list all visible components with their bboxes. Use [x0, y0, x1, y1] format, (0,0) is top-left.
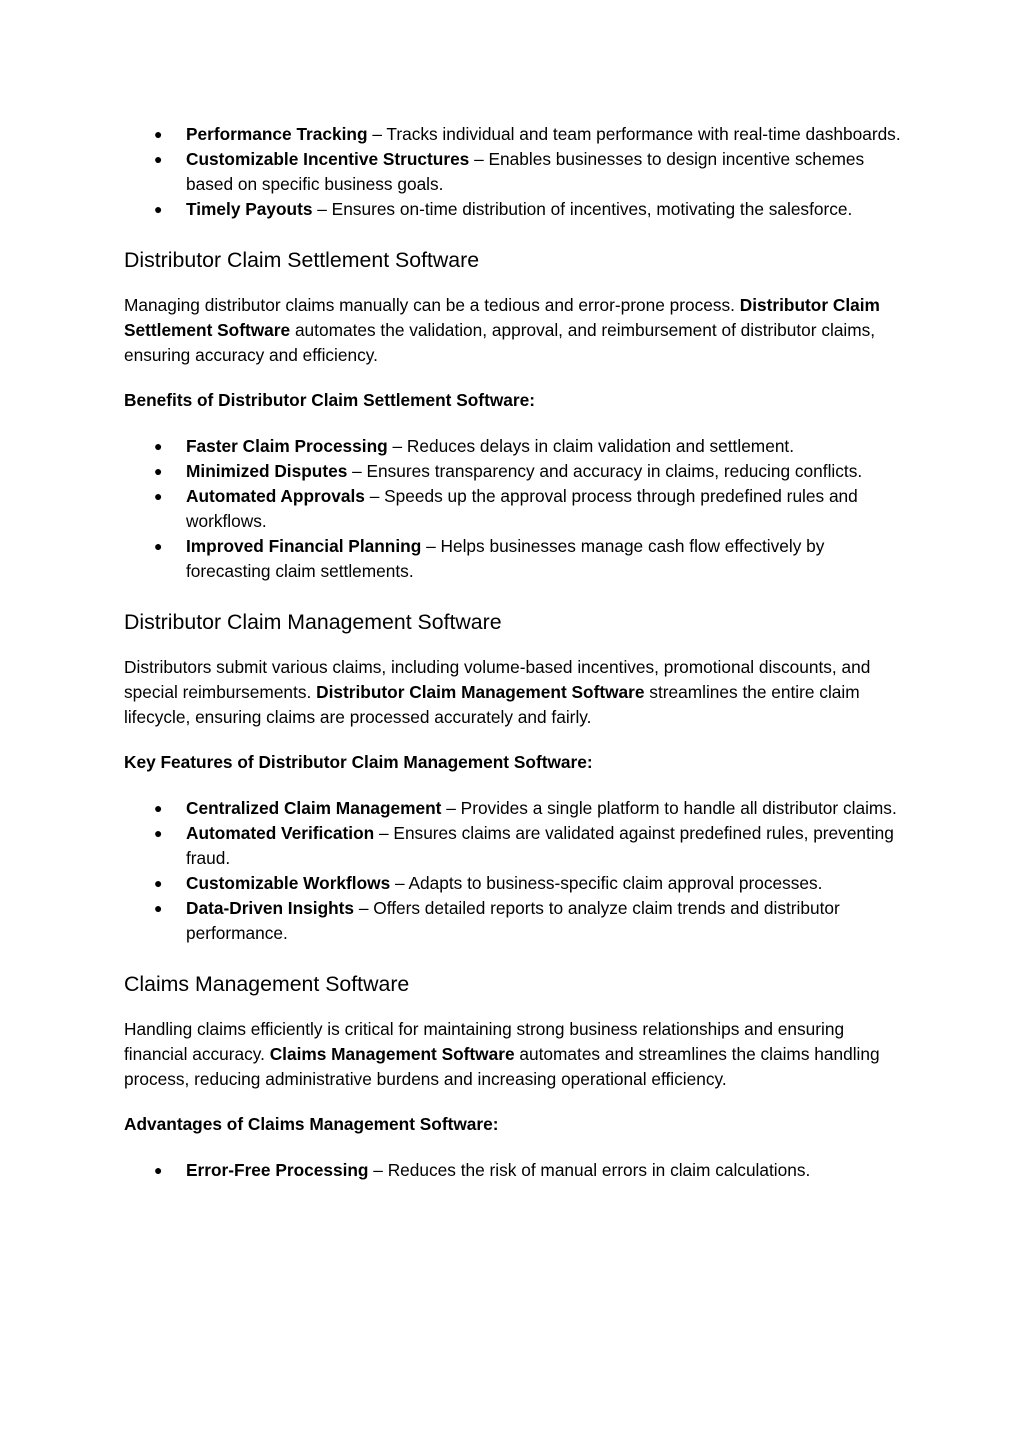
- bullet-icon: ●: [154, 463, 163, 479]
- list-item-text: – Speeds up the approval process through predefined rules and workflows.: [186, 486, 858, 531]
- list-item-text: – Enables businesses to design incentive schemes based on specific business goals.: [186, 149, 865, 194]
- section-paragraph: Managing distributor claims manually can be a tedious and error-prone process. Distributor Claim Settlement Software automates the validation, approval, and reimbursement of distributor claims, ensuring accuracy and efficiency.: [124, 295, 880, 365]
- bullet-icon: ●: [154, 488, 163, 504]
- list-item-text: – Helps businesses manage cash flow effectively by forecasting claim settlements.: [186, 536, 825, 581]
- list-item-text: – Ensures transparency and accuracy in claims, reducing conflicts.: [347, 461, 863, 481]
- section-heading: Distributor Claim Management Software: [124, 610, 502, 634]
- list-item-term: Centralized Claim Management: [186, 798, 442, 818]
- list-item-term: Automated Verification: [186, 823, 375, 843]
- section-heading: Claims Management Software: [124, 972, 410, 996]
- section-paragraph: Distributors submit various claims, including volume-based incentives, promotional discounts, and special reimbursements. Distributor Claim Management Software streamlines the entire claim lifecycle, ensuring claims are processed accurately and fairly.: [124, 657, 871, 727]
- bullet-icon: ●: [154, 1162, 163, 1178]
- list-item: [124, 459, 904, 484]
- list-item-text: – Reduces the risk of manual errors in claim calculations.: [368, 1160, 811, 1180]
- list-item: [124, 147, 904, 197]
- list-item-term: Minimized Disputes: [186, 461, 348, 481]
- list-item: [124, 796, 904, 821]
- section-subheading: Benefits of Distributor Claim Settlement Software:: [124, 390, 535, 410]
- list-item-term: Performance Tracking: [186, 124, 368, 144]
- bullet-icon: ●: [154, 126, 163, 142]
- benefits-list: [124, 434, 904, 584]
- list-item: [124, 434, 904, 459]
- list-item: [124, 197, 904, 222]
- top-bullet-list: [124, 122, 904, 222]
- list-item-text: – Provides a single platform to handle all distributor claims.: [441, 798, 897, 818]
- bullet-icon: ●: [154, 825, 163, 841]
- list-item-text: – Ensures claims are validated against predefined rules, preventing fraud.: [186, 823, 894, 868]
- list-item: [124, 534, 904, 584]
- bullet-icon: ●: [154, 875, 163, 891]
- list-item-term: Timely Payouts: [186, 199, 313, 219]
- list-item-term: Data-Driven Insights: [186, 898, 355, 918]
- bullet-icon: ●: [154, 800, 163, 816]
- list-item: [124, 1158, 904, 1183]
- features-list: [124, 796, 904, 946]
- list-item-text: – Ensures on-time distribution of incentives, motivating the salesforce.: [312, 199, 853, 219]
- list-item-text: – Offers detailed reports to analyze claim trends and distributor performance.: [186, 898, 840, 943]
- list-item-term: Improved Financial Planning: [186, 536, 422, 556]
- list-item: [124, 871, 904, 896]
- list-item-text: – Reduces delays in claim validation and settlement.: [387, 436, 795, 456]
- list-item-term: Automated Approvals: [186, 486, 365, 506]
- list-item: [124, 122, 904, 147]
- section-subheading: Advantages of Claims Management Software:: [124, 1114, 499, 1134]
- section-heading: Distributor Claim Settlement Software: [124, 248, 480, 272]
- bullet-icon: ●: [154, 438, 163, 454]
- list-item-text: – Tracks individual and team performance with real-time dashboards.: [367, 124, 901, 144]
- section-subheading: Key Features of Distributor Claim Management Software:: [124, 752, 593, 772]
- list-item: [124, 484, 904, 534]
- bullet-icon: ●: [154, 900, 163, 916]
- bullet-icon: ●: [154, 201, 163, 217]
- list-item: [124, 821, 904, 871]
- list-item: [124, 896, 904, 946]
- list-item-term: Customizable Workflows: [186, 873, 391, 893]
- document-page: [124, 122, 904, 1183]
- section-paragraph: Handling claims efficiently is critical for maintaining strong business relationships and ensuring financial accuracy. Claims Management Software automates and streamlines the claims handling process, reducing administrative burdens and increasing operational efficiency.: [124, 1019, 880, 1089]
- list-item-text: – Adapts to business-specific claim approval processes.: [390, 873, 823, 893]
- advantages-list: [124, 1158, 904, 1183]
- list-item-term: Error-Free Processing: [186, 1160, 369, 1180]
- list-item-term: Customizable Incentive Structures: [186, 149, 470, 169]
- list-item-term: Faster Claim Processing: [186, 436, 388, 456]
- bullet-icon: ●: [154, 151, 163, 167]
- bullet-icon: ●: [154, 538, 163, 554]
